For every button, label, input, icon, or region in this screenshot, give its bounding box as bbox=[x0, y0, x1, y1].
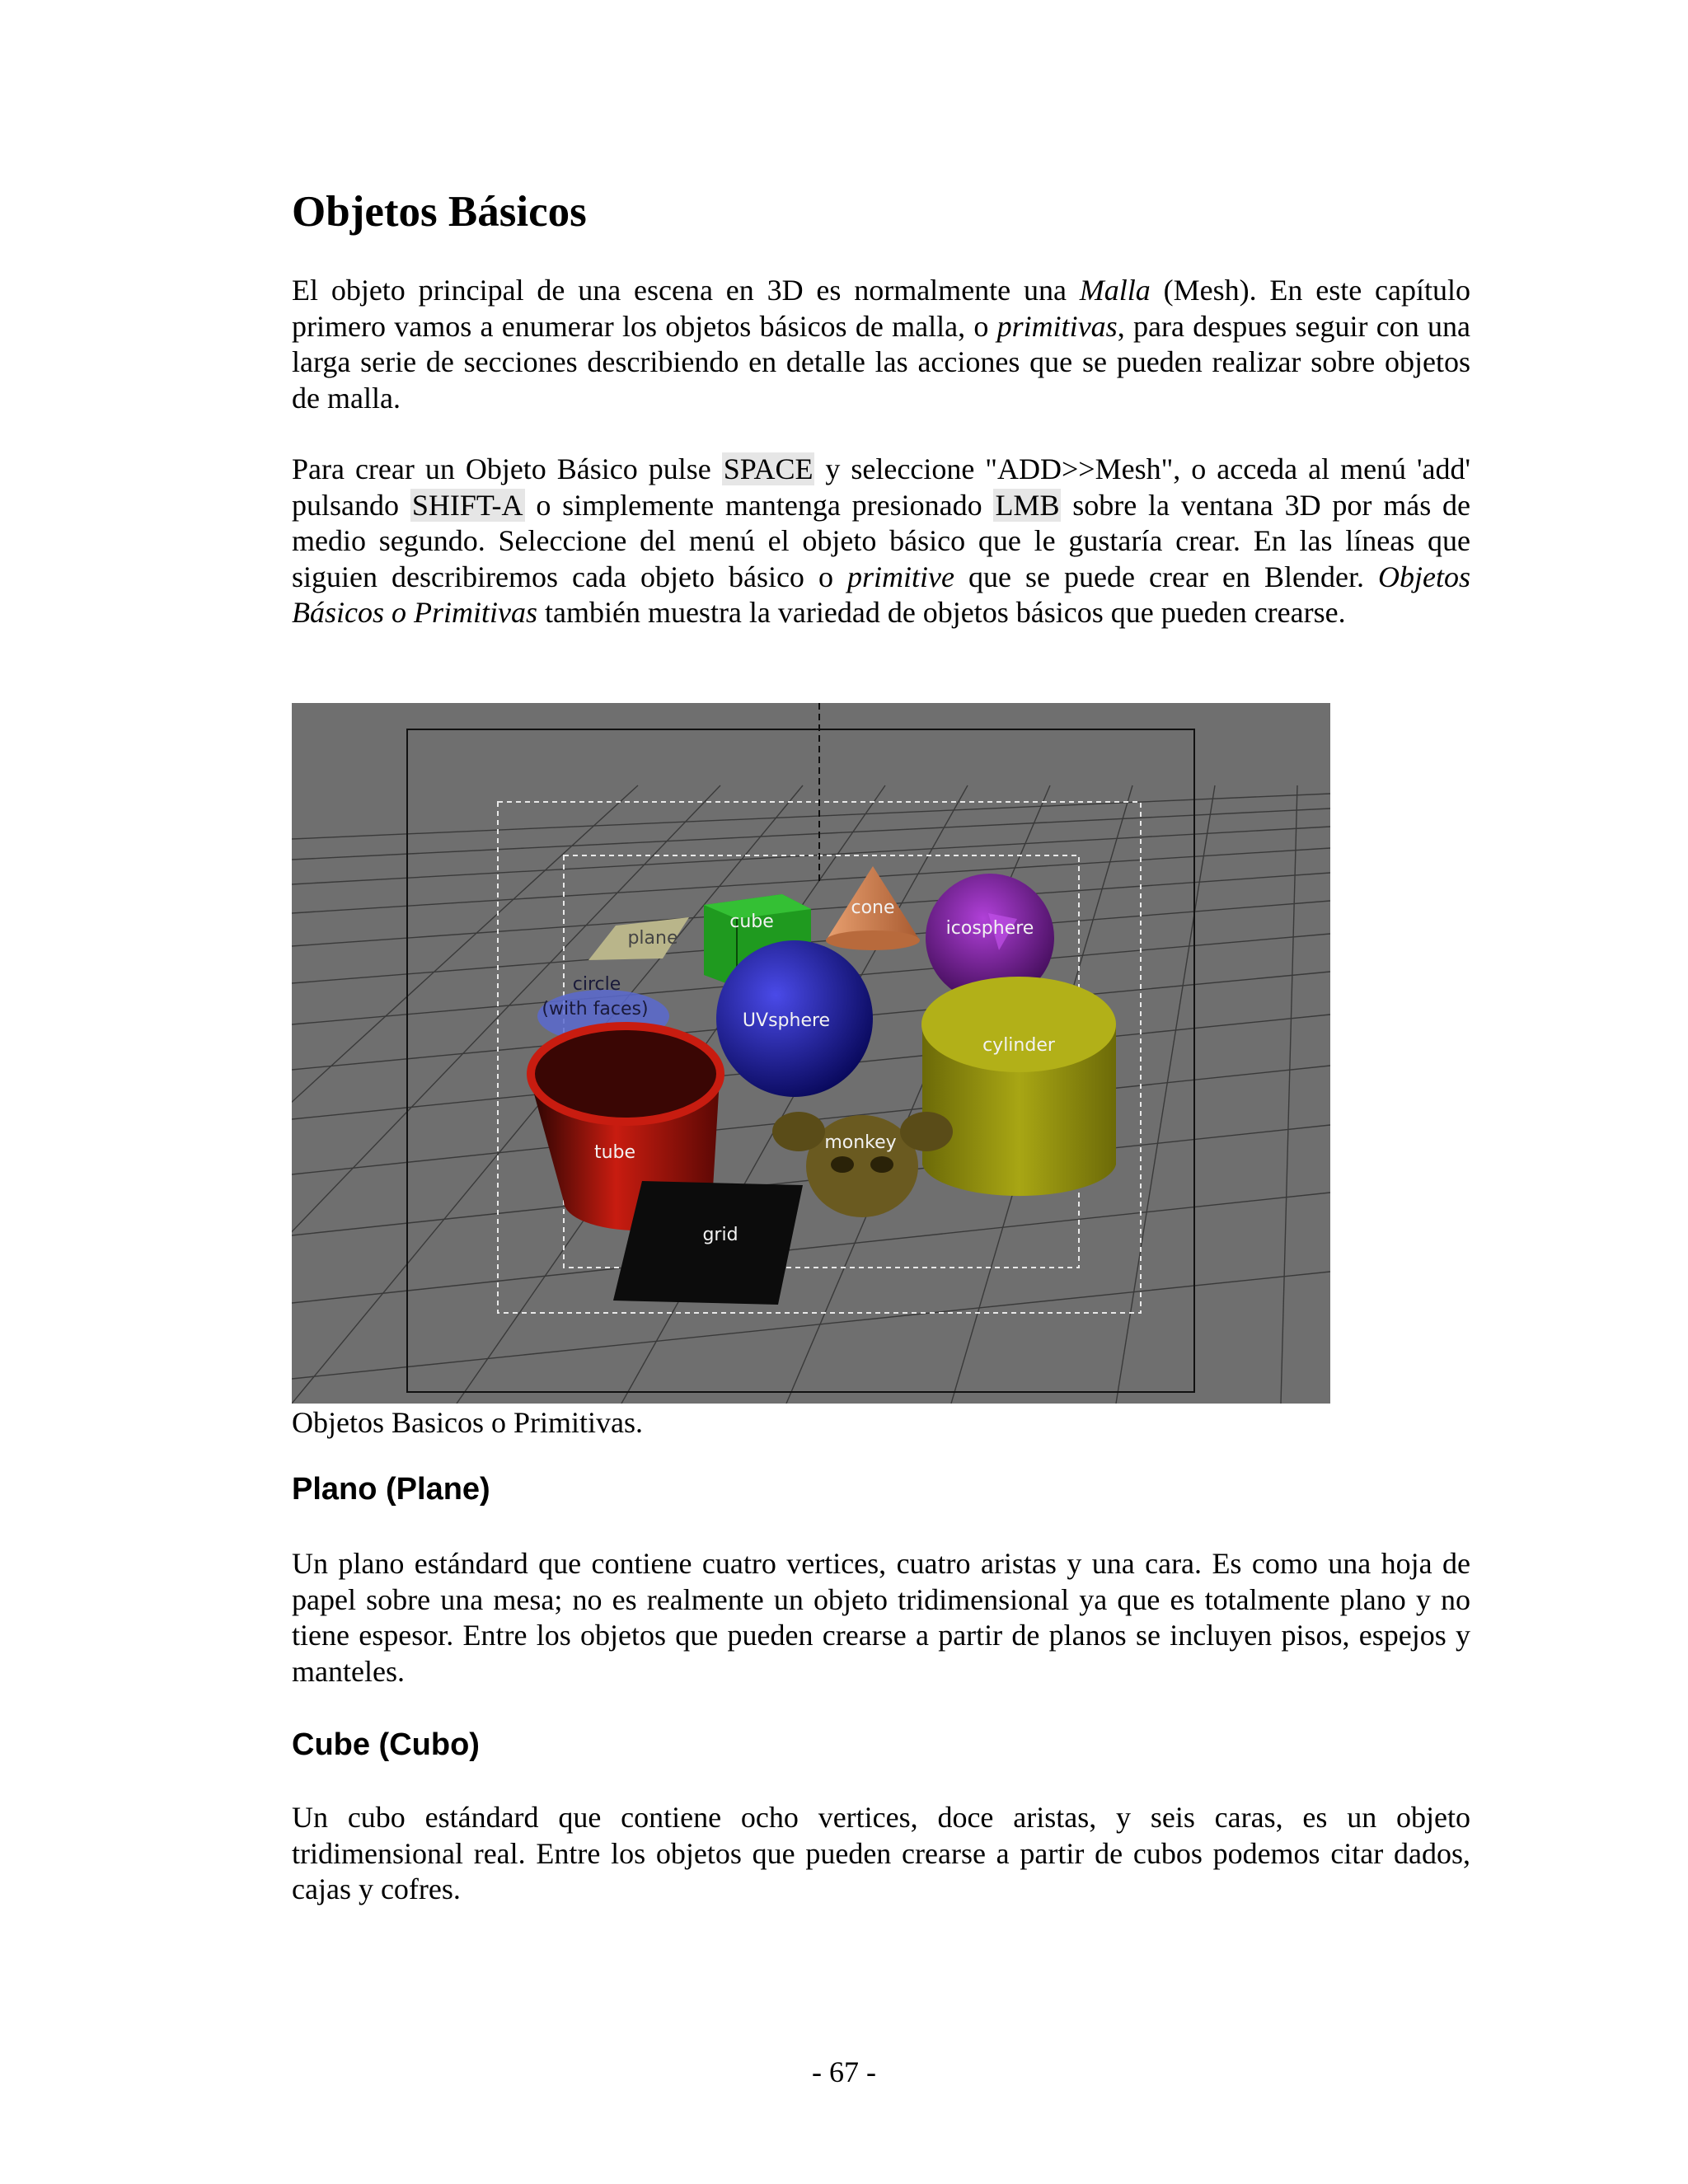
page-number: - 67 - bbox=[812, 2055, 876, 2088]
section-body-plane: Un plano estándard que contiene cuatro vertices, cuatro aristas y una cara. Es como una hoja de papel sobre una mesa; no es realmente un objeto tridimensional ya que es totalmente plano y no tiene espesor. Entre los objetos que pueden crearse a partir de planos se incluyen pisos, espejos y manteles. bbox=[292, 1547, 1470, 1688]
section-body-cube: Un cubo estándard que contiene ocho vertices, doce aristas, y seis caras, es un objeto tridimensional real. Entre los objetos que pueden crearse a partir de cubos podemos citar dados, cajas y cofres. bbox=[292, 1801, 1470, 1905]
key-space: SPACE bbox=[723, 452, 814, 485]
create-text-e: que se puede crear en Blender. bbox=[954, 560, 1378, 593]
monkey-eye-right bbox=[870, 1156, 893, 1173]
primitives-render bbox=[292, 703, 1330, 1404]
create-text-d: sobre la ventana 3D por más de medio segundo. Seleccione del menú el objeto básico que le gustaría crear. En las líneas que siguien describiremos cada objeto básico o bbox=[292, 488, 1470, 593]
circle-label-sub: (with faces) bbox=[542, 999, 649, 1019]
cone-base bbox=[826, 930, 920, 950]
intro-text-b: (Mesh). En este capítulo primero vamos a enumerar los objetos básicos de malla, o bbox=[292, 274, 1470, 343]
intro-paragraph bbox=[292, 273, 1470, 416]
figure-reference: Objetos Básicos o Primitivas bbox=[292, 560, 1470, 629]
monkey-ear-left bbox=[772, 1112, 825, 1151]
icosphere-label: icosphere bbox=[945, 918, 1034, 939]
create-text-c: o simplemente mantenga presionado bbox=[524, 488, 994, 522]
monkey-ear-right bbox=[900, 1112, 953, 1151]
figure-caption: Objetos Basicos o Primitivas. bbox=[292, 1406, 643, 1439]
cube-label: cube bbox=[729, 912, 774, 932]
page-title: Objetos Básicos bbox=[292, 188, 587, 236]
section-heading-cube: Cube (Cubo) bbox=[292, 1727, 480, 1762]
intro-term-primitivas: primitivas bbox=[996, 309, 1118, 343]
plane-label: plane bbox=[627, 928, 678, 949]
primitives-figure bbox=[292, 703, 1330, 1404]
tube-opening bbox=[531, 1026, 720, 1122]
tube-label: tube bbox=[593, 1142, 636, 1163]
monkey-label: monkey bbox=[824, 1132, 897, 1153]
section-heading-plane: Plano (Plane) bbox=[292, 1472, 490, 1507]
circle-label: circle bbox=[572, 974, 621, 995]
create-term-primitive: primitive bbox=[847, 560, 954, 593]
create-text-b: y seleccione "ADD>>Mesh", o acceda al menú 'add' pulsando bbox=[292, 452, 1470, 522]
key-lmb: LMB bbox=[995, 488, 1060, 522]
grid-label: grid bbox=[702, 1225, 738, 1245]
intro-text-a: El objeto principal de una escena en 3D es normalmente una bbox=[292, 274, 1080, 307]
intro-text-c: , para despues seguir con una larga serie de secciones describiendo en detalle las acciones que se pueden realizar sobre objetos de malla. bbox=[292, 309, 1470, 415]
cone-label: cone bbox=[851, 898, 895, 918]
create-text-a: Para crear un Objeto Básico pulse bbox=[292, 452, 722, 485]
monkey-eye-left bbox=[831, 1156, 854, 1173]
create-paragraph bbox=[292, 452, 1470, 631]
cylinder-object bbox=[921, 977, 1116, 1196]
cylinder-label: cylinder bbox=[982, 1035, 1055, 1056]
key-shift-a: SHIFT-A bbox=[411, 488, 523, 522]
cylinder-top bbox=[921, 977, 1116, 1072]
intro-term-malla: Malla bbox=[1079, 274, 1151, 307]
uvsphere-label: UVsphere bbox=[742, 1010, 831, 1031]
create-text-f: también muestra la variedad de objetos básicos que pueden crearse. bbox=[537, 596, 1346, 629]
